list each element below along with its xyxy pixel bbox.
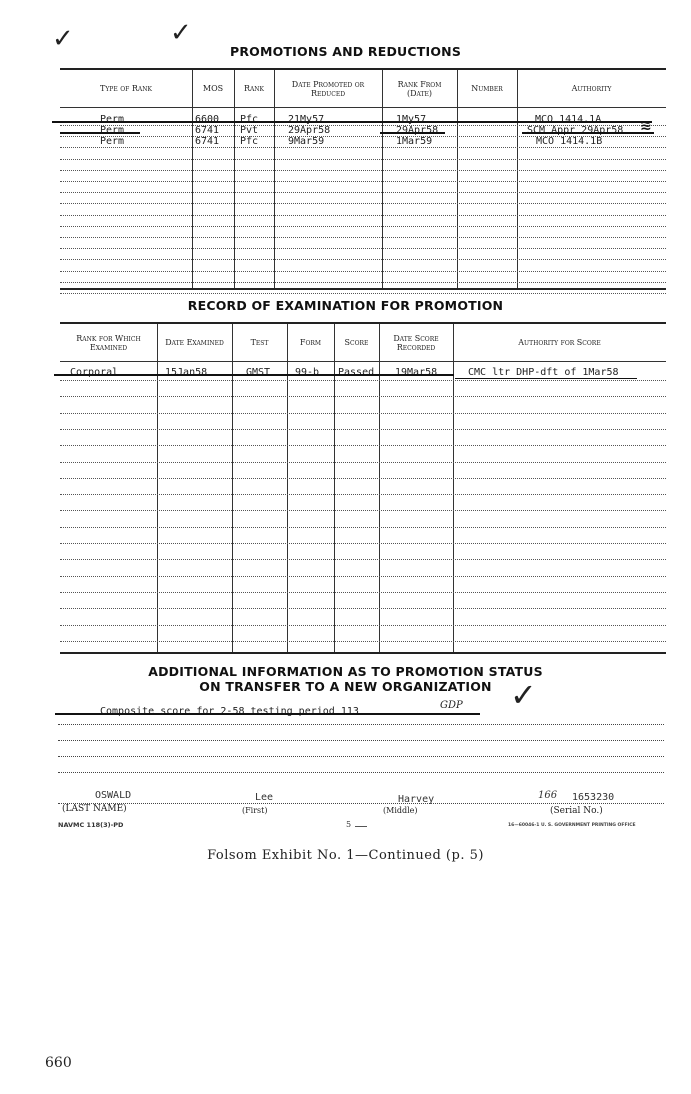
ruled-line [60,543,666,544]
ruled-line [60,413,666,414]
cell-rank: Corporal [70,367,119,378]
handwritten-scribble: ≋ [640,118,652,134]
ruled-line [60,478,666,479]
last-name-value: OSWALD [95,790,132,801]
cell-authority: MCO 1414.1B [536,136,603,147]
cell-from: 1My57 [396,114,427,125]
ruled-line [60,170,666,171]
cell-type: Perm [100,125,125,136]
entry-text: Composite score for 2-58 testing period 113 [100,706,359,717]
ruled-line [60,215,666,216]
col-header-type: Type of Rank [60,70,192,108]
col-header-authority-score: Authority for Score [453,324,666,362]
handwritten-initials: GDP [440,700,463,711]
ruled-line [60,293,666,294]
ruled-line [60,576,666,577]
checkmark-icon: ✓ [170,18,192,48]
col-header-date: Date Promoted or Reduced [274,70,382,108]
col-header-rank-examined: Rank for Which Examined [60,324,157,362]
examination-table [60,322,666,654]
ruled-line [60,641,666,642]
cell-score: Passed [338,367,375,378]
printing-office-imprint: 16—60046-1 U. S. GOVERNMENT PRINTING OFFICE [508,823,636,828]
ruled-line [60,445,666,446]
ruled-line [60,592,666,593]
checkmark-icon: ✓ [510,676,537,714]
first-name-value: Lee [255,792,274,803]
cell-authority: CMC ltr DHP-dft of 1Mar58 [468,367,619,378]
cell-from: 29Apr58 [396,125,439,136]
ruled-line [60,282,666,283]
middle-name-value: Harvey [398,794,435,805]
cell-mos: 6741 [195,136,220,147]
strikethrough [52,121,652,123]
cell-rank: Pfc [240,114,259,125]
ruled-line [60,380,666,381]
cell-type: Perm [100,114,125,125]
ruled-line [60,559,666,560]
cell-authority: SCM Appr 29Apr58 [527,125,624,136]
serial-number-value: 1653230 [572,792,615,803]
cell-date: 29Apr58 [288,125,331,136]
promotions-table [60,68,666,290]
cell-authority: MCO 1414.1A [535,114,602,125]
cell-mos: 6741 [195,125,220,136]
additional-title-line1: ADDITIONAL INFORMATION AS TO PROMOTION STATUS [148,664,543,679]
ruled-line [60,259,666,260]
cell-mos: 6600 [195,114,220,125]
ruled-line [60,494,666,495]
ruled-line [60,192,666,193]
col-header-from: Rank From (Date) [382,70,457,108]
ruled-line [60,226,666,227]
col-header-rank: Rank [234,70,274,108]
ruled-line [60,248,666,249]
ruled-line [60,527,666,528]
col-header-number: Number [457,70,517,108]
col-header-form: Form [287,324,334,362]
cell-date: 15Jan58 [165,367,208,378]
ruled-line [60,510,666,511]
col-header-test: Test [232,324,287,362]
col-header-score: Score [334,324,379,362]
form-id: NAVMC 118(3)-PD [58,821,124,829]
cell-test: GMST [246,367,271,378]
ruled-line [60,237,666,238]
cell-recorded: 19Mar58 [395,367,438,378]
cell-type: Perm [100,136,125,147]
cell-rank: Pfc [240,136,259,147]
ruled-line [60,625,666,626]
middle-name-label: (Middle) [383,806,418,815]
additional-title-line2: ON TRANSFER TO A NEW ORGANIZATION [199,679,492,694]
ruled-line [60,147,666,148]
ruled-line [60,181,666,182]
page-number: 660 [45,1055,72,1071]
col-header-date-examined: Date Examined [157,324,232,362]
ruled-line [60,271,666,272]
ruled-line [60,462,666,463]
exhibit-caption: Folsom Exhibit No. 1—Continued (p. 5) [207,848,484,863]
cell-from: 1Mar59 [396,136,433,147]
ruled-line [60,608,666,609]
col-header-authority: Authority [517,70,666,108]
ruled-line [60,429,666,430]
strikethrough [54,374,454,376]
ruled-line [60,159,666,160]
examination-title: RECORD OF EXAMINATION FOR PROMOTION [187,298,504,313]
promotions-title: PROMOTIONS AND REDUCTIONS [229,44,462,59]
last-name-label: (LAST NAME) [62,804,127,814]
checkmark-icon: ✓ [52,24,74,54]
serial-number-label: (Serial No.) [550,806,603,816]
cell-form: 99-b [295,367,320,378]
serial-prefix-handwritten: 166 [538,790,558,801]
first-name-label: (First) [242,806,268,815]
ruled-line [60,203,666,204]
col-header-mos: MOS [192,70,234,108]
form-page-marker: 5 [346,820,352,829]
ruled-line [60,396,666,397]
col-header-date-recorded: Date Score Recorded [379,324,453,362]
cell-date: 9Mar59 [288,136,325,147]
cell-rank: Pvt [240,125,259,136]
cell-date: 21My57 [288,114,325,125]
